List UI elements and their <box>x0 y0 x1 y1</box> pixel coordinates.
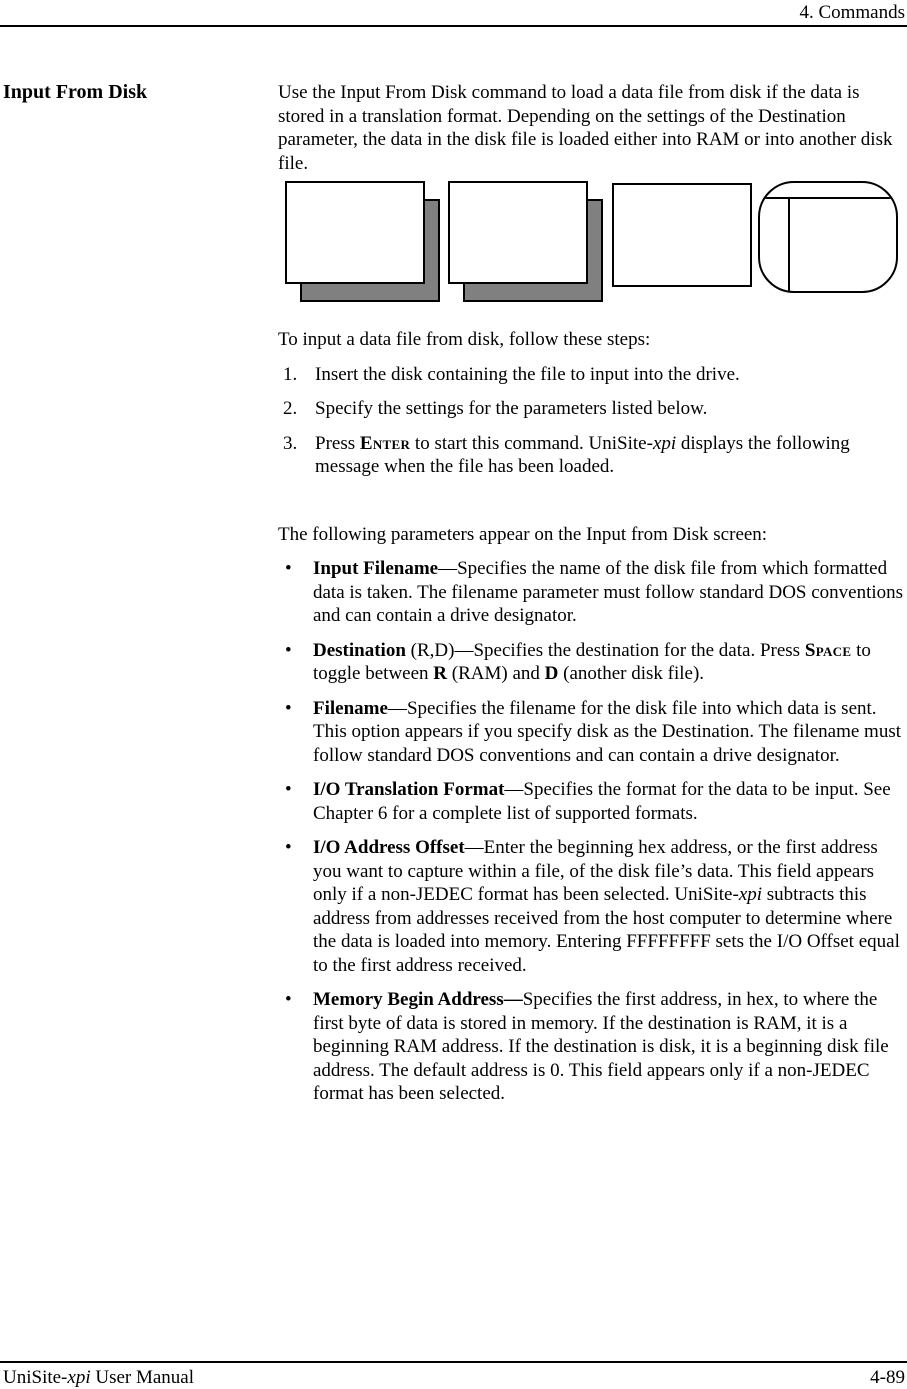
param-text <box>313 557 905 628</box>
param-item <box>278 557 905 628</box>
text-segment: to toggle between <box>313 639 871 684</box>
text-segment: Enter <box>359 432 411 454</box>
param-text <box>313 836 905 977</box>
bullet-marker: • <box>285 558 292 579</box>
text-segment: (another disk file). <box>558 663 705 684</box>
text-segment: Destination <box>313 639 406 661</box>
param-item <box>278 778 905 825</box>
bullet-marker: • <box>285 989 292 1010</box>
param-item <box>278 639 905 686</box>
text-segment: to start this command. UniSite- <box>410 432 653 454</box>
figure-rounded-panel <box>758 181 898 293</box>
text-segment: Specify the settings for the parameters listed below. <box>315 398 708 419</box>
text-segment: Memory Begin Address— <box>313 989 523 1010</box>
step-item <box>278 432 905 479</box>
text-segment: Filename <box>313 697 388 719</box>
page-body <box>0 81 905 1106</box>
steps-intro: To input a data file from disk, follow these steps: <box>278 329 651 350</box>
body-column <box>278 81 905 1106</box>
text-segment: —Specifies the name of the disk file from which formatted data is taken. The filename parameter must follow standard DOS conventions and can contain a drive designator. <box>313 558 904 626</box>
header-chapter-title: 4. Commands <box>799 2 905 23</box>
text-segment: displays the following message when the file has been loaded. <box>315 432 850 477</box>
figure-face <box>285 181 425 284</box>
figure-vertical-line <box>788 197 790 291</box>
text-segment: xpi <box>67 1367 91 1388</box>
footer-manual-title <box>3 1366 194 1389</box>
text-segment: D <box>544 663 559 684</box>
text-segment: User Manual <box>90 1367 195 1388</box>
text-segment: —Specifies the format for the data to be input. See Chapter 6 for a complete list of supported formats. <box>313 779 891 824</box>
param-text <box>313 778 905 825</box>
step-number: 3. <box>283 432 298 454</box>
bullet-marker: • <box>285 639 292 661</box>
text-segment: I/O Address Offset <box>313 837 465 858</box>
figure-window-shadowed-2 <box>448 181 606 305</box>
param-text <box>313 988 905 1106</box>
bullet-marker: • <box>285 697 292 719</box>
section-heading: Input From Disk <box>3 81 148 103</box>
text-segment: —Specifies the filename for the disk file into which data is sent. This option appears if you specify disk as the Destination. The filename must follow standard DOS conventions and can contain a drive designator. <box>313 697 901 766</box>
text-segment: subtracts this address from addresses received from the host computer to determine where the data is loaded into memory. Entering FFFFFFFF sets the I/O Offset equal to the first address received. <box>313 884 900 976</box>
footer-page-number: 4-89 <box>870 1367 905 1388</box>
param-item <box>278 988 905 1106</box>
text-segment: —Enter the beginning hex address, or the first address you want to capture within a file, of the disk file’s data. This field appears only if a non-JEDEC format has been selected. UniSite- <box>313 837 878 905</box>
figure-window-plain <box>612 183 752 287</box>
step-text <box>315 363 905 387</box>
figure-window-shadowed-1 <box>285 181 443 305</box>
params-intro: The following parameters appear on the Input from Disk screen: <box>278 523 768 545</box>
param-item <box>278 836 905 977</box>
figure-face <box>448 181 588 284</box>
bullet-marker: • <box>285 837 292 858</box>
text-segment: R <box>433 663 448 684</box>
figure-strip <box>278 181 905 306</box>
text-segment: I/O Translation Format <box>313 779 505 800</box>
text-segment: (RAM) and <box>447 663 545 684</box>
param-item <box>278 697 905 768</box>
step-text <box>315 432 905 479</box>
text-segment: Specifies the first address, in hex, to where the first byte of data is stored in memory. If the destination is RAM, it is a beginning RAM address. If the destination is disk, it is a beginning disk file address. The default address is 0. This field appears only if a non-JEDEC format has been selected. <box>313 989 889 1104</box>
figure-horizontal-line <box>760 197 896 199</box>
margin-column <box>0 81 278 1106</box>
text-segment: Space <box>804 639 852 661</box>
step-number: 2. <box>283 398 298 419</box>
step-item <box>278 363 905 387</box>
header-rule <box>0 25 907 27</box>
intro-paragraph: Use the Input From Disk command to load a data file from disk if the data is stored in a translation format. Depending on the settings of the Destination parameter, the data in the disk file is loaded either into RAM or into another disk file. <box>278 82 893 174</box>
param-text <box>313 697 905 768</box>
page-header <box>0 0 907 25</box>
bullet-marker: • <box>285 779 292 800</box>
step-number: 1. <box>283 363 298 385</box>
text-segment: UniSite- <box>3 1367 68 1388</box>
page-footer <box>0 1361 907 1389</box>
text-segment: xpi <box>738 884 763 905</box>
step-text <box>315 397 905 421</box>
text-segment: xpi <box>652 432 677 454</box>
text-segment: Insert the disk containing the file to input into the drive. <box>315 363 740 385</box>
param-text <box>313 639 905 686</box>
text-segment: (R,D)—Specifies the destination for the data. Press <box>405 639 805 661</box>
text-segment: Input Filename <box>313 558 439 579</box>
step-item <box>278 397 905 421</box>
text-segment: Press <box>315 432 360 454</box>
